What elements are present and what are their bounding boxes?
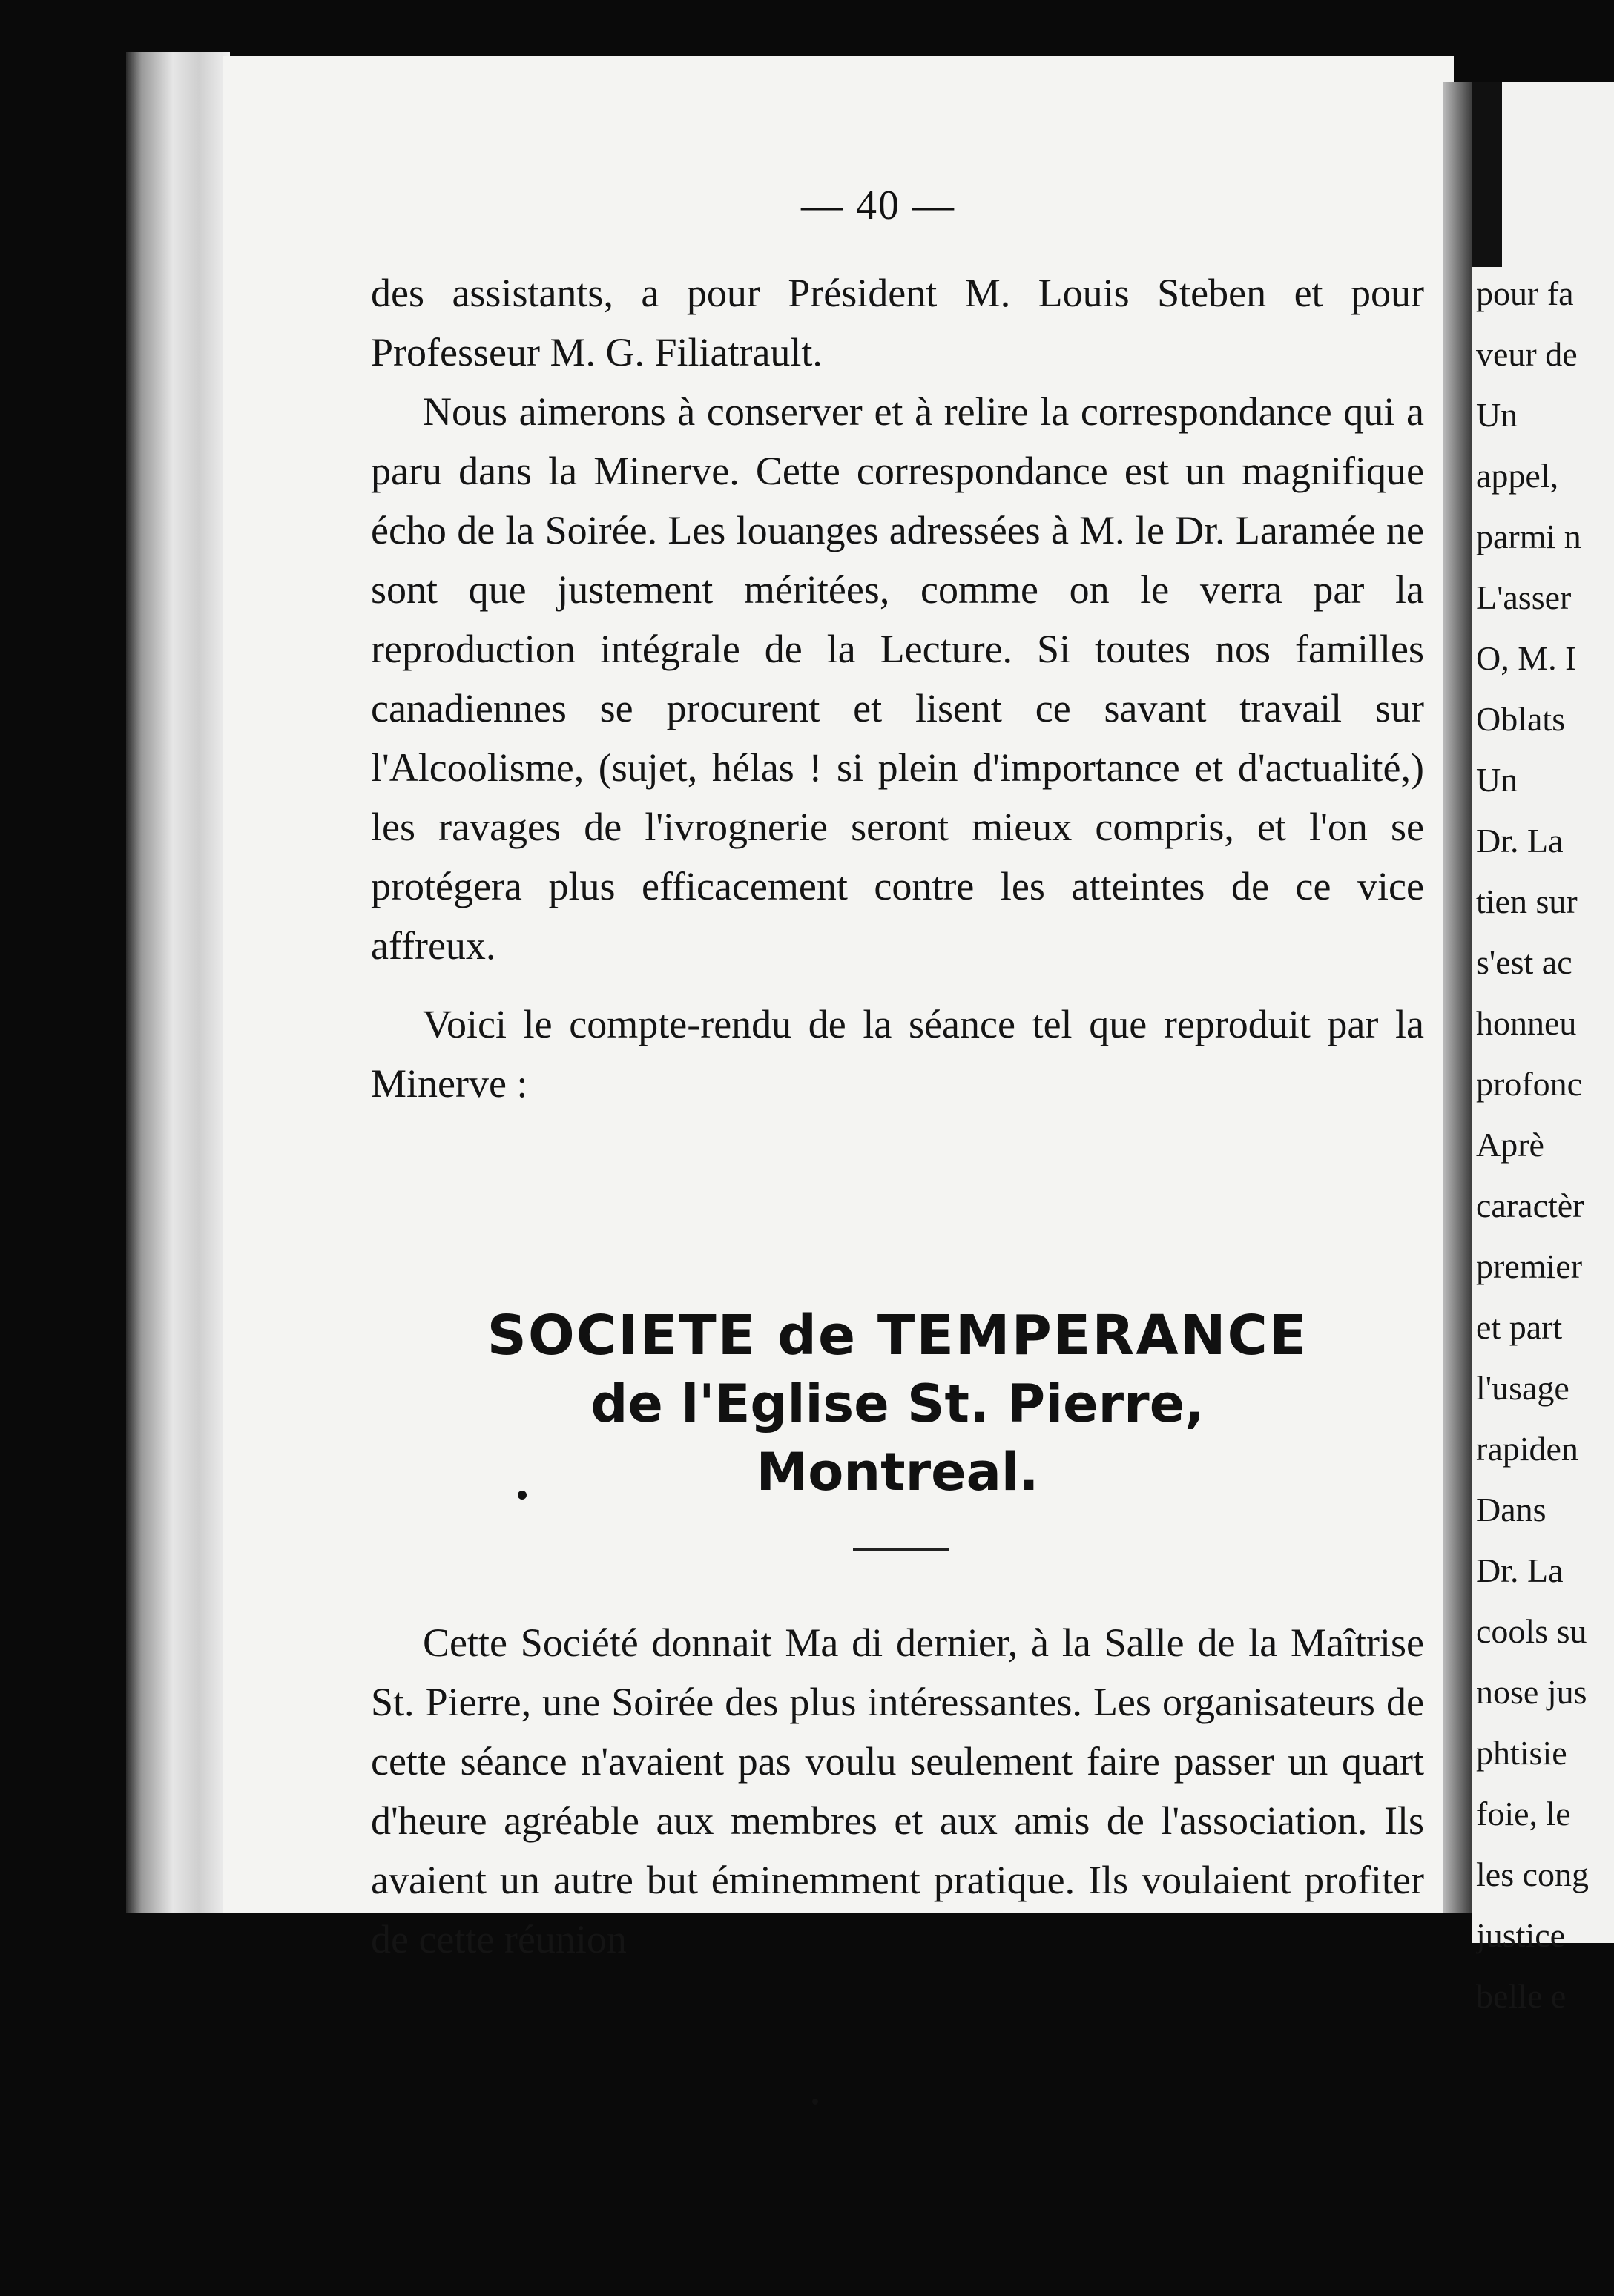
facing-line: honneu <box>1476 1004 1577 1042</box>
facing-line: phtisie <box>1476 1734 1567 1772</box>
facing-line: s'est ac <box>1476 943 1572 981</box>
paragraph-4: Cette Société donnait Ma di dernier, à la Salle de la Maîtrise St. Pierre, une Soirée des plus intéressantes. Les organisateurs de cette séance n'avaient pas voulu seulement faire passer un quart d'heure agréable aux membres et aux amis de l'association. Ils avaient un autre but éminemment pratique. Ils voulaient profiter de cette réunion <box>371 1620 1424 1962</box>
facing-page-text <box>1476 263 1614 2027</box>
facing-line: Dans <box>1476 1491 1547 1528</box>
body-text-top <box>371 263 1424 1113</box>
body-text-bottom <box>371 1613 1424 1969</box>
paragraph-1: des assistants, a pour Président M. Louis Steben et pour Professeur M. G. Filiatrault. <box>371 271 1424 375</box>
section-divider <box>853 1548 949 1551</box>
facing-line: Un <box>1476 396 1518 434</box>
facing-line: O, M. I <box>1476 639 1577 677</box>
heading-line-3: Montreal. <box>756 1442 1039 1502</box>
heading-line-1: SOCIETE de TEMPERANCE <box>487 1304 1308 1368</box>
facing-line: rapiden <box>1476 1430 1578 1468</box>
facing-line: L'asser <box>1476 578 1572 616</box>
paragraph-2: Nous aimerons à conserver et à relire la correspondance qui a paru dans la Minerve. Cette correspondance est un magnifique écho de la Soirée. Les louanges adressées à M. le Dr. Laramée ne sont que justement méritées, comme on le verra par la reproduction intégrale de la Lecture. Si toutes nos familles canadiennes se procurent et lisent ce savant travail sur l'Alcoolisme, (sujet, hélas ! si plein d'importance et d'actualité,) les ravages de l'ivrognerie seront mieux compris, et l'on se protégera plus efficacement contre les atteintes de ce vice affreux. <box>371 389 1424 968</box>
page-number: — 40 — <box>801 182 955 228</box>
society-heading <box>363 1302 1432 1506</box>
facing-line: belle e <box>1476 1977 1567 2015</box>
facing-line: l'usage <box>1476 1369 1569 1407</box>
facing-line: Un <box>1476 761 1518 799</box>
facing-line: pour fa <box>1476 274 1574 312</box>
book-page-edge <box>126 52 230 1913</box>
facing-line: caractèr <box>1476 1187 1584 1224</box>
heading-line-2: de l'Eglise St. Pierre, <box>590 1373 1205 1434</box>
facing-line: Oblats <box>1476 700 1566 738</box>
facing-line: justice <box>1476 1916 1566 1954</box>
facing-line: cools su <box>1476 1612 1587 1650</box>
facing-line: parmi n <box>1476 518 1581 555</box>
page-gutter <box>1443 82 1472 1913</box>
facing-line: foie, le <box>1476 1795 1571 1832</box>
facing-line: veur de <box>1476 335 1578 373</box>
facing-line: les cong <box>1476 1855 1590 1893</box>
paragraph-3: Voici le compte-rendu de la séance tel que reproduit par la Minerve : <box>371 1002 1424 1106</box>
facing-line: Aprè <box>1476 1126 1544 1164</box>
facing-line: Dr. La <box>1476 1551 1564 1589</box>
facing-line: Dr. La <box>1476 822 1564 860</box>
facing-line: nose jus <box>1476 1673 1587 1711</box>
facing-line: premier <box>1476 1247 1583 1285</box>
print-speck <box>812 2099 818 2105</box>
facing-line: tien sur <box>1476 883 1578 920</box>
facing-line: et part <box>1476 1308 1563 1346</box>
facing-page-top <box>1502 82 1614 274</box>
print-speck <box>518 1491 527 1500</box>
facing-line: profonc <box>1476 1065 1583 1103</box>
facing-line: appel, <box>1476 457 1559 495</box>
